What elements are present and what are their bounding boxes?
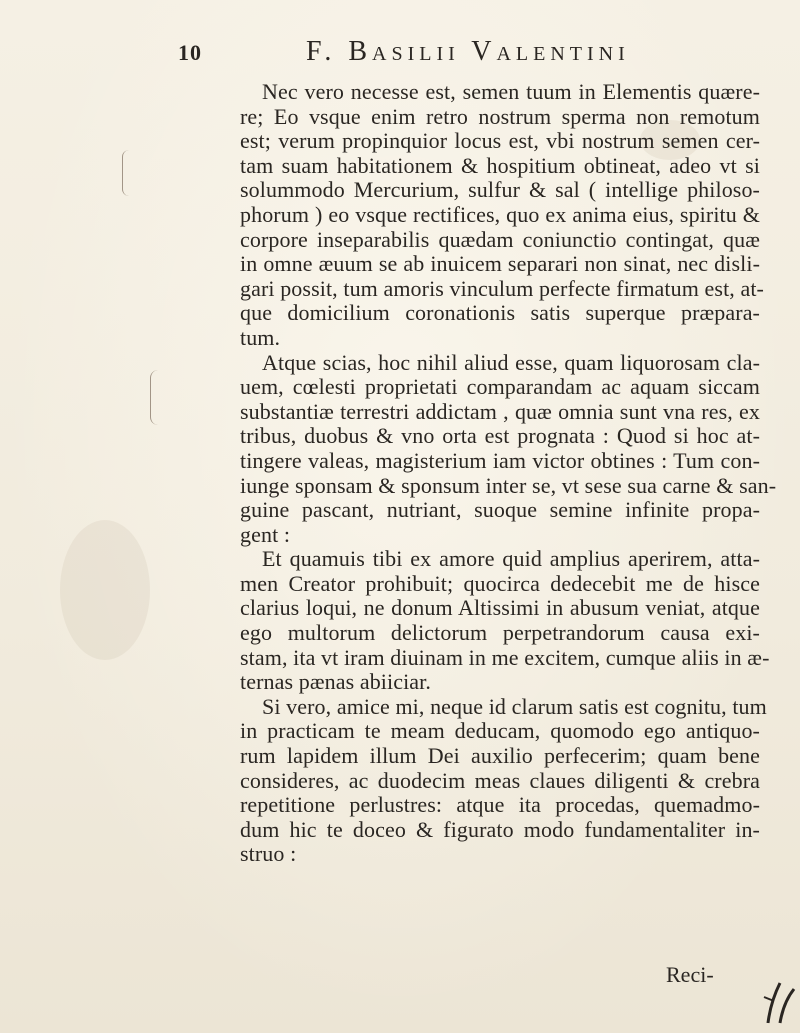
text-line: iunge sponsam & sponsum inter se, vt sese sua carne & san- (240, 472, 777, 498)
text-line: phorum ) eo vsque rectifices, quo ex anima eius, spiritu & (240, 201, 760, 227)
text-line: struo : (240, 841, 297, 867)
text-line: re; Eo vsque enim retro nostrum sperma non remotum (240, 103, 760, 129)
text-line: repetitione perlustres: atque ita procedas, quemadmo- (240, 792, 760, 818)
paragraph (240, 546, 770, 695)
text-line: Nec vero necesse est, semen tuum in Elementis quære- (262, 79, 760, 104)
text-line: est; verum propinquior locus est, vbi nostrum semen cer- (240, 128, 760, 154)
paragraph (240, 349, 777, 548)
text-line: in omne æuum se ab inuicem separari non sinat, nec disli- (240, 251, 760, 277)
text-line: corpore inseparabilis quædam coniunctio contingat, quæ (240, 226, 760, 252)
text-line: Et quamuis tibi ex amore quid amplius aperirem, atta- (262, 546, 760, 572)
text-line: men Creator prohibuit; quocirca dedecebit me de hisce (240, 570, 760, 596)
page-number: 10 (178, 40, 202, 65)
text-line: tum. (240, 324, 281, 350)
margin-mark (122, 150, 129, 196)
text-line: stam, ita vt iram diuinam in me excitem, cumque aliis in æ- (240, 644, 770, 670)
paper-stain (60, 520, 150, 660)
text-line: tam suam habitationem & hospitium obtineat, adeo vt si (240, 152, 760, 178)
text-line: consideres, ac duodecim meas claues diligenti & crebra (240, 767, 760, 793)
text-line: tribus, duobus & vno orta est prognata : Quod si hoc at- (240, 423, 760, 449)
text-line: solummodo Mercurium, sulfur & sal ( intellige philoso- (240, 177, 760, 203)
body-text (240, 79, 777, 867)
text-line: substantiæ terrestri addictam , quæ omnia sunt vna res, ex (240, 398, 760, 424)
text-line: que domicilium coronationis satis superque præpara- (240, 300, 760, 326)
text-line: in practicam te meam deducam, quomodo ego antiquo- (240, 718, 760, 744)
text-line: Si vero, amice mi, neque id clarum satis est cognitu, tum (262, 693, 767, 719)
text-line: tingere valeas, magisterium iam victor obtines : Tum con- (240, 447, 760, 473)
paragraph (240, 693, 767, 867)
paragraph (240, 79, 764, 351)
running-head (178, 36, 758, 76)
text-line: Atque scias, hoc nihil aliud esse, quam liquorosam cla- (262, 349, 760, 375)
ink-mark-icon (760, 977, 798, 1027)
text-line: ternas pænas abiiciar. (240, 669, 431, 695)
margin-mark (150, 370, 158, 425)
text-line: uem, cœlesti proprietati comparandam ac aquam siccam (240, 374, 760, 400)
text-line: gent : (240, 521, 291, 547)
text-line: guine pascant, nutriant, suoque semine infinite propa- (240, 497, 760, 523)
text-line: ego multorum delictorum perpetrandorum causa exi- (240, 620, 760, 646)
text-line: gari possit, tum amoris vinculum perfecte firmatum est, at- (240, 275, 764, 301)
text-line: dum hic te doceo & figurato modo fundamentaliter in- (240, 816, 760, 842)
text-line: clarius loqui, ne donum Altissimi in abusum veniat, atque (240, 595, 760, 621)
page-header-title: F. Basilii Valentini (306, 36, 630, 67)
catchword: Reci- (666, 962, 714, 987)
text-line: rum lapidem illum Dei auxilio perfecerim; quam bene (240, 743, 760, 769)
